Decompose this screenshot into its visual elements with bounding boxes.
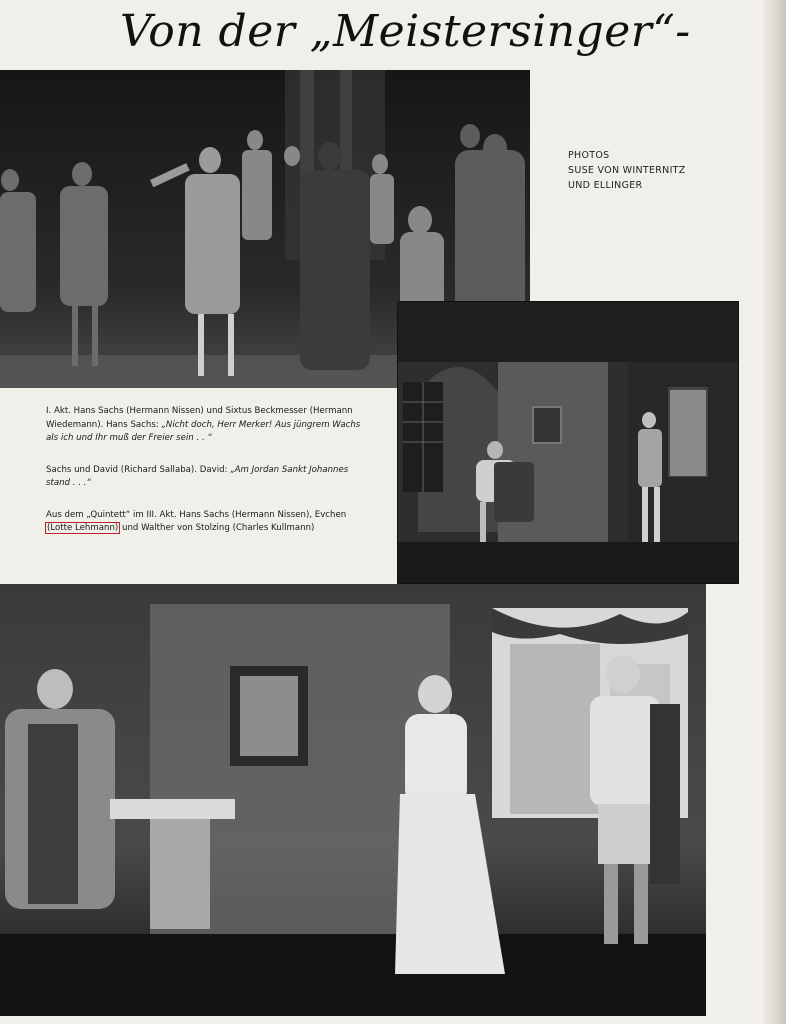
caption-quintet [46, 509, 368, 536]
photo-sachs-and-david [397, 301, 739, 584]
credits-line-1: PHOTOS [568, 150, 610, 161]
caption-act-one-text: I. Akt. Hans Sachs (Hermann Nissen) und Sixtus Beckmesser (Hermann Wiedemann). Hans Sachs: [46, 406, 353, 430]
caption-quintet-text-start: Aus dem „Quintett“ im III. Akt. Hans Sachs (Hermann Nissen), Evchen [46, 509, 347, 520]
page-title: Von der „Meistersinger“- [120, 6, 691, 57]
photo-sachs-david-image [398, 302, 738, 583]
credits-line-2: SUSE VON WINTERNITZ [568, 165, 686, 176]
caption-act-one [46, 405, 368, 446]
caption-quintet-text-end: und Walther von Stolzing (Charles Kullmann) [119, 523, 315, 533]
photo-quintet-scene [0, 584, 706, 1016]
photo-quintet-image [0, 584, 706, 1016]
caption-act-one-quote: „Nicht doch, Herr Merker! Aus jüngrem Wachs als ich und Ihr muß der Freier sein . . “ [46, 419, 361, 443]
highlighted-name-lotte-lehmann: (Lotte Lehmann) [47, 523, 119, 533]
caption-sachs-david-quote: „Am Jordan Sankt Johannes stand . . .“ [46, 464, 349, 488]
photo-captions [46, 405, 368, 536]
photo-credits [568, 148, 728, 193]
caption-sachs-david [46, 464, 368, 491]
page-gutter [764, 0, 786, 1024]
caption-sachs-david-text: Sachs und David (Richard Sallaba). David: [46, 464, 231, 475]
credits-line-3: UND ELLINGER [568, 180, 643, 191]
